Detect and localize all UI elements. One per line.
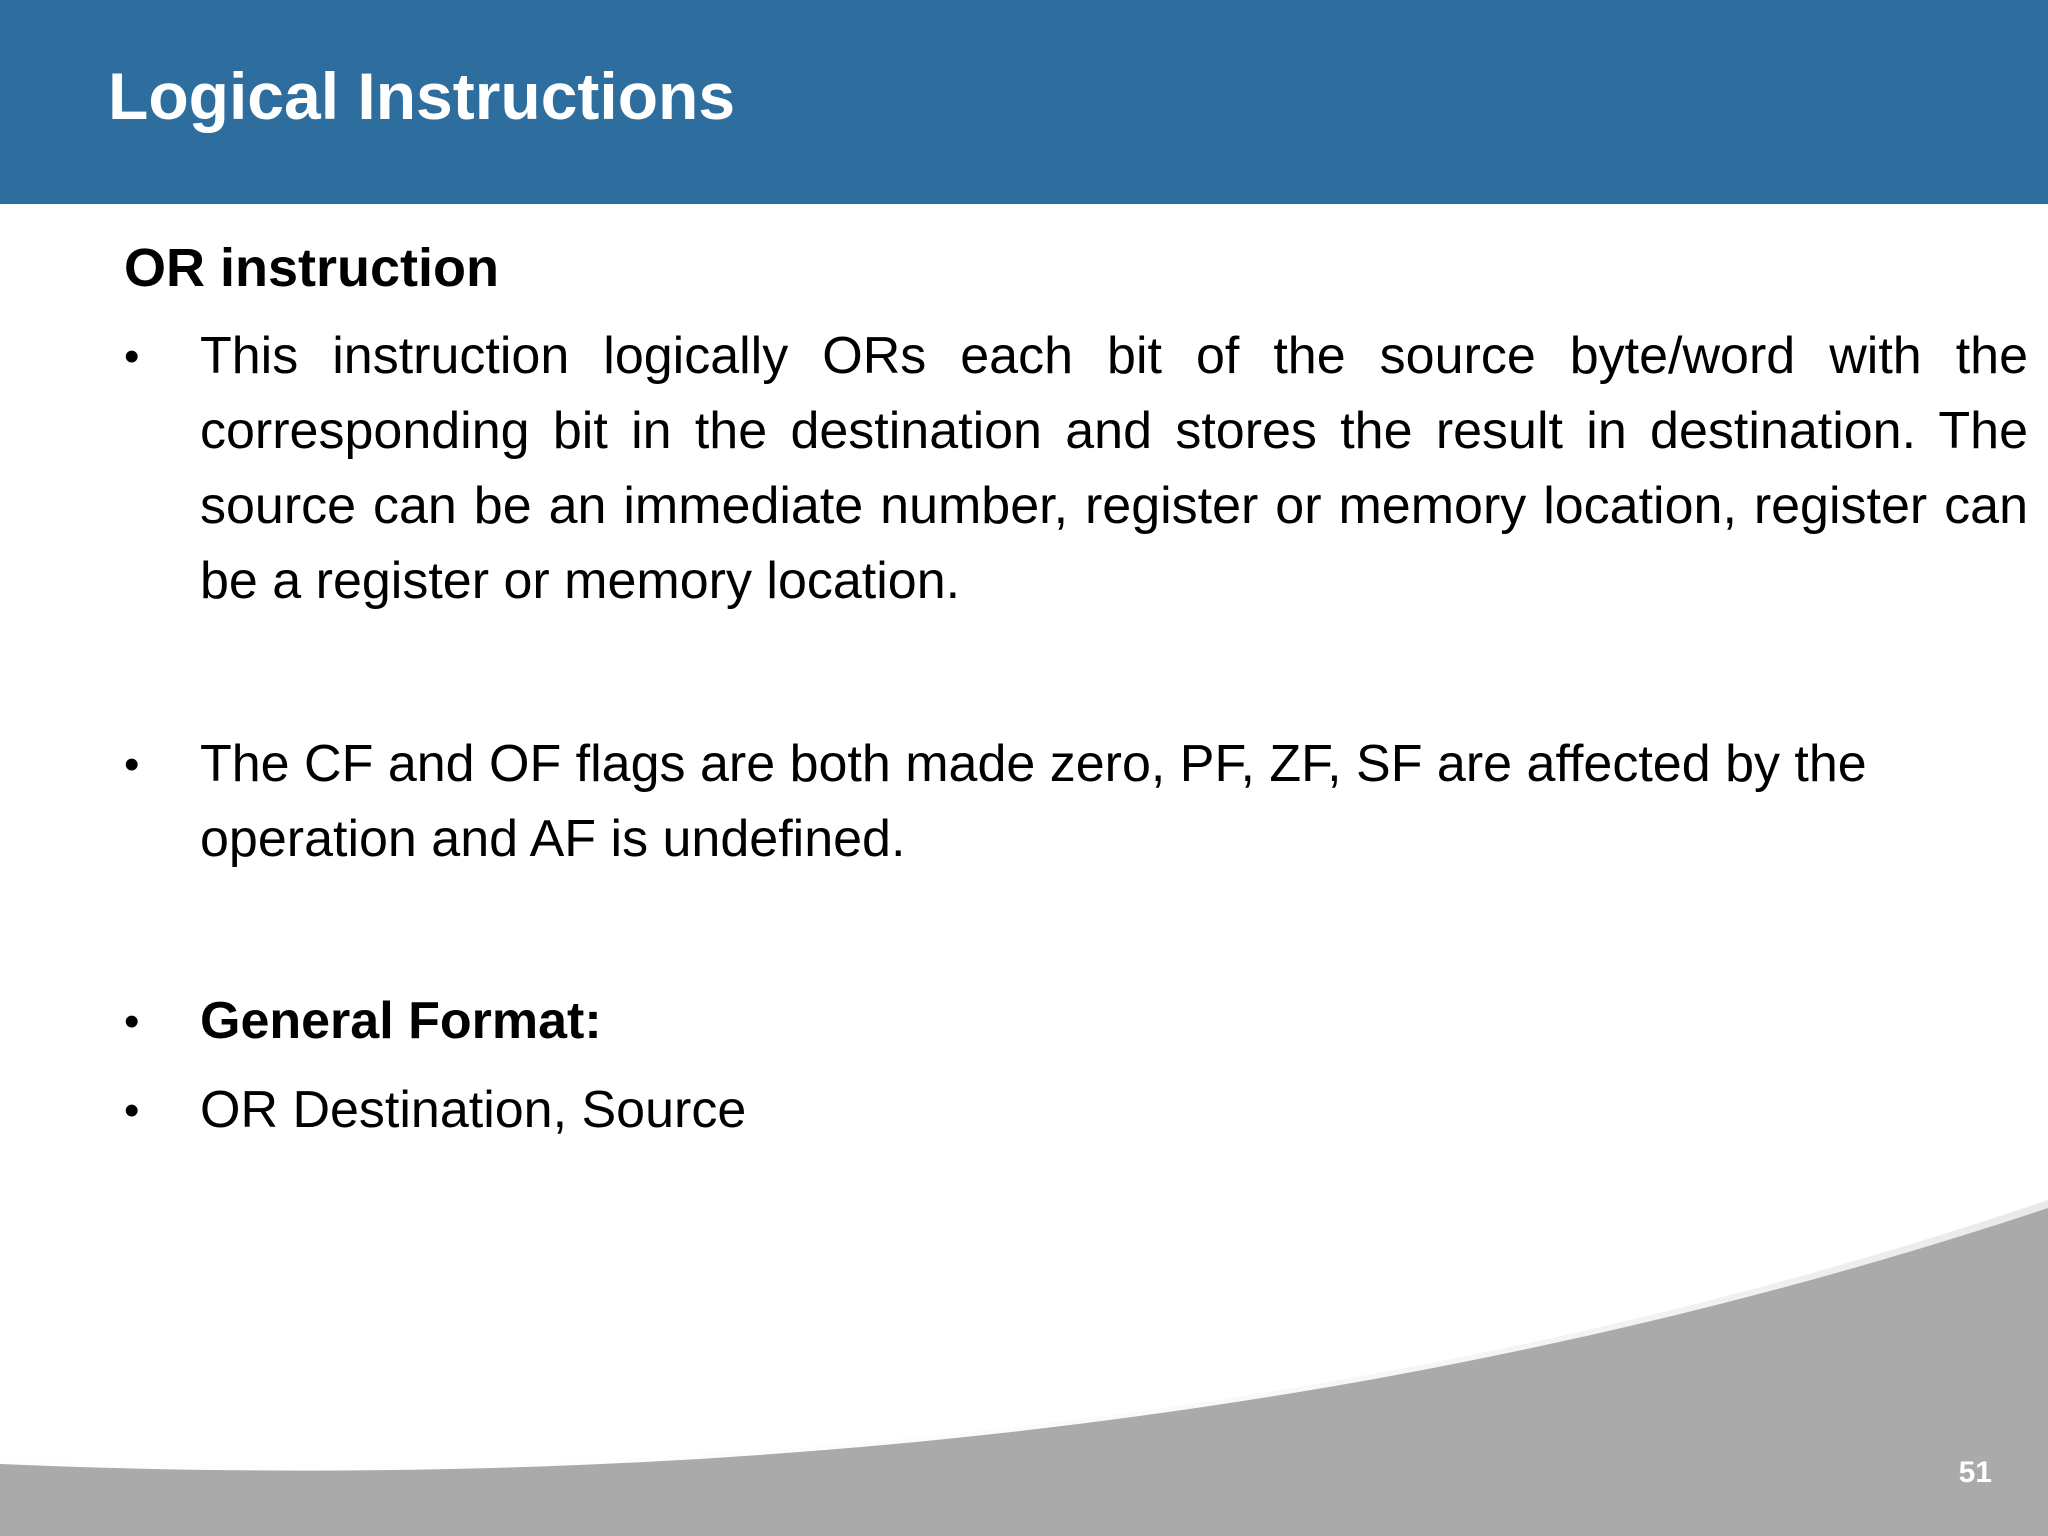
bullet-icon: • [124,332,140,381]
slide-title: Logical Instructions [108,59,736,133]
bullet-icon: • [124,740,140,789]
bullet-text-bold: General Format: [200,992,602,1050]
bullet-text: This instruction logically ORs each bit of the source byte/word with the corresponding bit in the destination and stores the result in destination. The source can be an immediate number, register or memory location, register can be a register or memory location. [200,327,2028,610]
bullet-text: OR Destination, Source [200,1081,747,1139]
section-heading: OR instruction [124,238,499,298]
bullet-icon: • [124,1086,140,1135]
bullet-icon: • [124,997,140,1046]
page-number: 51 [1958,1456,1992,1489]
bullet-text: The CF and OF flags are both made zero, PF, ZF, SF are affected by the operation and AF is undefined. [200,735,1867,868]
swoosh-shape [0,1208,2048,1536]
